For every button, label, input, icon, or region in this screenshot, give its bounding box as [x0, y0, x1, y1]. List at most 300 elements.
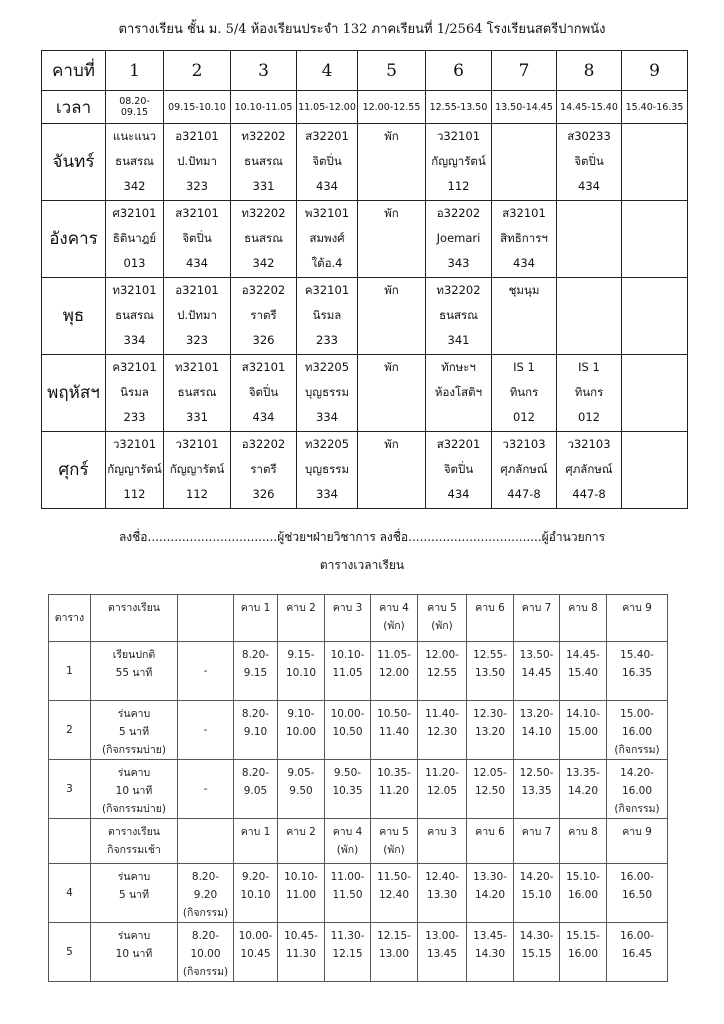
period-header-row — [42, 51, 688, 91]
cell-line: บุญธรรม — [304, 385, 350, 399]
slot-time: 12.00- 12.55 — [418, 642, 467, 701]
cell-line — [426, 405, 491, 430]
period-number: 9 — [622, 51, 688, 91]
period-time: 08.20-09.15 — [106, 91, 164, 124]
period-number: 6 — [426, 51, 492, 91]
cell-line — [622, 278, 687, 303]
cell-line: แนะแนว — [112, 129, 157, 143]
cell-line: ค32101 — [112, 360, 157, 374]
time-table-row — [49, 642, 668, 701]
day-name: พฤหัสฯ — [42, 355, 106, 432]
slot-time: 10.00- 10.45 — [234, 923, 278, 982]
row-index: 2 — [49, 701, 91, 760]
header-cell: คาบ 7 — [514, 819, 560, 864]
cell-line — [622, 457, 687, 482]
cell-line: ส32101 — [241, 360, 286, 374]
time-label: เวลา — [42, 91, 106, 124]
cell-line — [492, 303, 556, 328]
schedule-cell — [358, 124, 426, 201]
slot-time: 10.00- 10.50 — [325, 701, 371, 760]
row-index: 4 — [49, 864, 91, 923]
cell-line: 323 — [186, 333, 208, 347]
cell-line: กัญญารัตน์ — [431, 154, 486, 168]
period-number: 2 — [164, 51, 231, 91]
cell-line: 331 — [186, 410, 208, 424]
schedule-cell — [231, 201, 297, 278]
schedule-cell — [622, 355, 688, 432]
slot-time: 13.30- 14.20 — [467, 864, 514, 923]
day-row — [42, 432, 688, 509]
schedule-cell — [358, 278, 426, 355]
header-cell: คาบ 3 — [418, 819, 467, 864]
cell-line: ธนสรณ — [177, 385, 217, 399]
slot-time: 8.20- 9.05 — [234, 760, 278, 819]
cell-line: IS 1 — [513, 360, 535, 374]
schedule-cell — [231, 124, 297, 201]
cell-line: สิทธิการฯ — [500, 231, 548, 245]
header-cell: คาบ 8 — [560, 595, 607, 642]
slot-time: 16.00- 16.45 — [607, 923, 668, 982]
cell-line — [622, 405, 687, 430]
cell-line: สมพงศ์ — [309, 231, 345, 245]
cell-line: จิตปิ่น — [248, 385, 279, 399]
cell-line: 112 — [123, 487, 146, 501]
slot-time: 11.00- 11.50 — [325, 864, 371, 923]
slot-time: 10.50- 11.40 — [371, 701, 418, 760]
cell-line: อ32101 — [175, 129, 219, 143]
day-row — [42, 124, 688, 201]
cell-line: ท32202 — [241, 129, 286, 143]
cell-line: ราตรี — [250, 308, 277, 322]
cell-line: ส32101 — [502, 206, 546, 220]
schedule-cell — [164, 278, 231, 355]
cell-line: จิตปิ่น — [443, 462, 474, 476]
cell-line: พัก — [384, 437, 399, 451]
cell-line — [557, 328, 621, 353]
cell-line: ว32101 — [112, 437, 157, 451]
schedule-cell — [557, 432, 622, 509]
header-cell: คาบ 6 — [467, 595, 514, 642]
period-time: 11.05-12.00 — [297, 91, 358, 124]
cell-line: ค32101 — [304, 283, 350, 297]
cell-line: 233 — [123, 410, 146, 424]
slot-time: 13.35- 14.20 — [560, 760, 607, 819]
schedule-cell — [164, 355, 231, 432]
cell-line: 334 — [316, 487, 338, 501]
period-number: 8 — [557, 51, 622, 91]
page-title: ตารางเรียน ชั้น ม. 5/4 ห้องเรียนประจำ 132 ภาคเรียนที่ 1/2564 โรงเรียนสตรีปากพนัง — [118, 22, 606, 37]
cell-line: ธนสรณ — [244, 154, 283, 168]
cell-line: นิรมล — [312, 308, 342, 322]
period-time: 15.40-16.35 — [622, 91, 688, 124]
header-cell: ตารางเรียน — [91, 595, 178, 642]
row-extra: - — [178, 760, 234, 819]
cell-line — [557, 251, 621, 276]
cell-line: ราตรี — [250, 462, 277, 476]
period-number: 1 — [106, 51, 164, 91]
cell-line: ท32202 — [436, 283, 481, 297]
cell-line: 447-8 — [507, 487, 541, 501]
cell-line: จิตปิ่น — [574, 154, 604, 168]
cell-line — [358, 457, 425, 482]
day-name: ศุกร์ — [42, 432, 106, 509]
header-cell: คาบ 2 — [278, 595, 325, 642]
cell-line: พัก — [384, 360, 399, 374]
cell-line: 434 — [447, 487, 470, 501]
slot-time: 12.05- 12.50 — [467, 760, 514, 819]
cell-line: ท32101 — [112, 283, 157, 297]
slot-time: 14.20- 16.00 (กิจกรรม) — [607, 760, 668, 819]
cell-line: 434 — [252, 410, 275, 424]
header-cell: คาบ 2 — [278, 819, 325, 864]
cell-line — [358, 226, 425, 251]
cell-line: 323 — [186, 179, 208, 193]
time-table — [48, 594, 668, 982]
schedule-cell — [164, 201, 231, 278]
slot-time: 11.50- 12.40 — [371, 864, 418, 923]
slot-time: 11.30- 12.15 — [325, 923, 371, 982]
day-row — [42, 201, 688, 278]
schedule-cell — [426, 355, 492, 432]
header-cell: ตาราง — [49, 595, 91, 642]
cell-line: ว32103 — [502, 437, 546, 451]
slot-time: 13.00- 13.45 — [418, 923, 467, 982]
cell-line: ศุภลักษณ์ — [565, 462, 613, 476]
schedule-cell — [557, 278, 622, 355]
header-cell: คาบ 1 — [234, 595, 278, 642]
schedule-cell — [106, 432, 164, 509]
header-cell: คาบ 9 — [607, 595, 668, 642]
schedule-cell — [557, 124, 622, 201]
schedule-cell — [106, 201, 164, 278]
slot-time: 8.20- 9.10 — [234, 701, 278, 760]
schedule-cell — [164, 124, 231, 201]
row-extra: 8.20- 9.20 (กิจกรรม) — [178, 864, 234, 923]
schedule-cell — [297, 355, 358, 432]
cell-line: 434 — [578, 179, 600, 193]
cell-line — [492, 124, 556, 149]
cell-line: 341 — [447, 333, 470, 347]
slot-time: 10.35- 11.20 — [371, 760, 418, 819]
schedule-cell — [106, 355, 164, 432]
cell-line — [622, 355, 687, 380]
schedule-cell — [622, 124, 688, 201]
cell-line: จิตปิ่น — [182, 231, 212, 245]
time-table-title: ตารางเวลาเรียน — [319, 558, 405, 572]
slot-time: 11.05- 12.00 — [371, 642, 418, 701]
cell-line: 331 — [252, 179, 275, 193]
cell-line: พ32101 — [304, 206, 350, 220]
schedule-cell — [557, 201, 622, 278]
day-name: จันทร์ — [42, 124, 106, 201]
slot-time: 12.50- 13.35 — [514, 760, 560, 819]
slot-time: 9.20- 10.10 — [234, 864, 278, 923]
cell-line: 012 — [513, 410, 535, 424]
day-row — [42, 355, 688, 432]
schedule-cell — [358, 432, 426, 509]
cell-line: พัก — [384, 283, 399, 297]
row-extra: 8.20- 10.00 (กิจกรรม) — [178, 923, 234, 982]
header-cell: คาบ 9 — [607, 819, 668, 864]
cell-line: ธิตินาฎย์ — [112, 231, 157, 245]
slot-time: 15.10- 16.00 — [560, 864, 607, 923]
schedule-cell — [297, 201, 358, 278]
signature-line: ลงชื่อ..................................ผู้ช่วยฯฝ่ายวิชาการ ลงชื่อ...................................ผู้อำนวยการ — [118, 530, 606, 544]
slot-time: 14.20- 15.10 — [514, 864, 560, 923]
header-cell — [178, 819, 234, 864]
cell-line: ธนสรณ — [115, 308, 154, 322]
period-time: 09.15-10.10 — [164, 91, 231, 124]
cell-line: กัญญารัตน์ — [107, 462, 162, 476]
cell-line: ห้องโสติฯ — [434, 385, 483, 399]
time-table-row — [49, 760, 668, 819]
schedule-cell — [492, 355, 557, 432]
slot-time: 11.40- 12.30 — [418, 701, 467, 760]
time-table-row — [49, 864, 668, 923]
schedule-cell — [622, 432, 688, 509]
cell-line: 233 — [316, 333, 338, 347]
cell-line: ส30233 — [567, 129, 611, 143]
cell-line: 112 — [186, 487, 208, 501]
cell-line: ว32103 — [567, 437, 611, 451]
day-name: อังคาร — [42, 201, 106, 278]
schedule-cell — [358, 201, 426, 278]
slot-time: 13.50- 14.45 — [514, 642, 560, 701]
cell-line — [622, 328, 687, 353]
period-number: 5 — [358, 51, 426, 91]
cell-line — [622, 124, 687, 149]
cell-line: ส32201 — [436, 437, 481, 451]
cell-line — [358, 328, 425, 353]
cell-line: 434 — [513, 256, 535, 270]
cell-line: ทินกร — [574, 385, 604, 399]
cell-line — [358, 149, 425, 174]
row-name: ร่นคาบ 5 นาที (กิจกรรมบ่าย) — [91, 701, 178, 760]
cell-line: 334 — [123, 333, 146, 347]
slot-time: 15.00- 16.00 (กิจกรรม) — [607, 701, 668, 760]
slot-time: 9.50- 10.35 — [325, 760, 371, 819]
cell-line — [622, 174, 687, 199]
slot-time: 14.45- 15.40 — [560, 642, 607, 701]
slot-time: 10.45- 11.30 — [278, 923, 325, 982]
cell-line: 326 — [252, 333, 275, 347]
cell-line: 012 — [578, 410, 600, 424]
cell-line: ทินกร — [509, 385, 539, 399]
class-schedule-table — [41, 50, 688, 509]
slot-time: 14.10- 15.00 — [560, 701, 607, 760]
schedule-cell — [358, 355, 426, 432]
schedule-cell — [231, 432, 297, 509]
header-cell: คาบ 1 — [234, 819, 278, 864]
cell-line — [622, 226, 687, 251]
slot-time: 12.15- 13.00 — [371, 923, 418, 982]
cell-line: Joemari — [436, 231, 481, 245]
time-table-row — [49, 923, 668, 982]
header-cell: ตารางเรียน กิจกรรมเช้า — [91, 819, 178, 864]
header-cell — [49, 819, 91, 864]
schedule-cell — [297, 432, 358, 509]
slot-time: 9.15- 10.10 — [278, 642, 325, 701]
cell-line: ท32205 — [304, 437, 350, 451]
cell-line — [492, 174, 556, 199]
schedule-cell — [426, 124, 492, 201]
cell-line: ทักษะฯ — [441, 360, 476, 374]
cell-line: 447-8 — [572, 487, 606, 501]
header-cell: คาบ 8 — [560, 819, 607, 864]
cell-line: 326 — [252, 487, 275, 501]
cell-line — [557, 278, 621, 303]
cell-line: 112 — [447, 179, 470, 193]
row-name: เรียนปกติ 55 นาที — [91, 642, 178, 701]
row-index: 3 — [49, 760, 91, 819]
schedule-cell — [297, 124, 358, 201]
slot-time: 9.05- 9.50 — [278, 760, 325, 819]
schedule-cell — [106, 124, 164, 201]
cell-line: ธนสรณ — [115, 154, 154, 168]
cell-line — [622, 380, 687, 405]
cell-line — [358, 303, 425, 328]
cell-line — [358, 482, 425, 507]
schedule-cell — [426, 278, 492, 355]
time-table-header — [49, 595, 668, 642]
schedule-cell — [426, 201, 492, 278]
slot-time: 12.30- 13.20 — [467, 701, 514, 760]
cell-line: ท32202 — [241, 206, 286, 220]
cell-line: อ32202 — [241, 437, 286, 451]
cell-line: IS 1 — [578, 360, 600, 374]
cell-line: ชุมนุม — [508, 283, 540, 297]
header-cell: คาบ 3 — [325, 595, 371, 642]
header-cell: คาบ 5 (พัก) — [371, 819, 418, 864]
schedule-cell — [622, 278, 688, 355]
cell-line: กัญญารัตน์ — [169, 462, 225, 476]
cell-line: ศ32101 — [112, 206, 157, 220]
schedule-cell — [297, 278, 358, 355]
cell-line: ว32101 — [436, 129, 481, 143]
period-time: 13.50-14.45 — [492, 91, 557, 124]
slot-time: 10.10- 11.00 — [278, 864, 325, 923]
slot-time: 12.55- 13.50 — [467, 642, 514, 701]
cell-line: 434 — [316, 179, 338, 193]
cell-line: ป.ปัทมา — [177, 308, 217, 322]
row-extra: - — [178, 642, 234, 701]
cell-line: ป.ปัทมา — [177, 154, 217, 168]
cell-line — [492, 328, 556, 353]
cell-line — [622, 432, 687, 457]
cell-line: ธนสรณ — [439, 308, 478, 322]
cell-line: 334 — [316, 410, 338, 424]
cell-line — [622, 303, 687, 328]
slot-time: 14.30- 15.15 — [514, 923, 560, 982]
cell-line: ท32101 — [174, 360, 220, 374]
cell-line: อ32202 — [241, 283, 286, 297]
row-index: 5 — [49, 923, 91, 982]
cell-line: ใต้อ.4 — [311, 256, 343, 270]
period-number: 3 — [231, 51, 297, 91]
cell-line: 343 — [447, 256, 470, 270]
period-time: 14.45-15.40 — [557, 91, 622, 124]
schedule-cell — [106, 278, 164, 355]
cell-line — [358, 174, 425, 199]
schedule-cell — [557, 355, 622, 432]
header-cell: คาบ 7 — [514, 595, 560, 642]
cell-line: ว32101 — [175, 437, 219, 451]
row-name: ร่นคาบ 5 นาที — [91, 864, 178, 923]
cell-line: ส32201 — [305, 129, 349, 143]
slot-time: 12.40- 13.30 — [418, 864, 467, 923]
cell-line: บุญธรรม — [304, 462, 350, 476]
cell-line: ส32101 — [175, 206, 219, 220]
cell-line: พัก — [384, 129, 399, 143]
cell-line — [622, 201, 687, 226]
cell-line: พัก — [384, 206, 399, 220]
slot-time: 10.10- 11.05 — [325, 642, 371, 701]
cell-line — [358, 405, 425, 430]
header-cell: คาบ 4 (พัก) — [371, 595, 418, 642]
slot-time: 11.20- 12.05 — [418, 760, 467, 819]
time-row — [42, 91, 688, 124]
schedule-cell — [492, 124, 557, 201]
row-name: ร่นคาบ 10 นาที (กิจกรรมบ่าย) — [91, 760, 178, 819]
slot-time: 8.20- 9.15 — [234, 642, 278, 701]
cell-line — [557, 201, 621, 226]
cell-line — [622, 251, 687, 276]
schedule-cell — [622, 201, 688, 278]
slot-time: 15.40- 16.35 — [607, 642, 668, 701]
cell-line — [557, 303, 621, 328]
period-number: 4 — [297, 51, 358, 91]
period-time: 12.00-12.55 — [358, 91, 426, 124]
schedule-cell — [492, 201, 557, 278]
period-time: 12.55-13.50 — [426, 91, 492, 124]
schedule-cell — [231, 355, 297, 432]
schedule-cell — [231, 278, 297, 355]
header-cell: คาบ 4 (พัก) — [325, 819, 371, 864]
cell-line: 434 — [186, 256, 208, 270]
row-index: 1 — [49, 642, 91, 701]
cell-line: 342 — [123, 179, 146, 193]
time-table-header — [49, 819, 668, 864]
row-name: ร่นคาบ 10 นาที — [91, 923, 178, 982]
slot-time: 13.45- 14.30 — [467, 923, 514, 982]
cell-line: ธนสรณ — [244, 231, 283, 245]
cell-line: ศุภลักษณ์ — [500, 462, 548, 476]
cell-line: นิรมล — [120, 385, 149, 399]
slot-time: 9.10- 10.00 — [278, 701, 325, 760]
time-table-row — [49, 701, 668, 760]
slot-time: 15.15- 16.00 — [560, 923, 607, 982]
cell-line: 342 — [252, 256, 275, 270]
cell-line: อ32202 — [436, 206, 481, 220]
schedule-cell — [164, 432, 231, 509]
cell-line — [622, 149, 687, 174]
header-cell — [178, 595, 234, 642]
cell-line — [358, 251, 425, 276]
slot-time: 16.00- 16.50 — [607, 864, 668, 923]
schedule-cell — [492, 432, 557, 509]
schedule-cell — [492, 278, 557, 355]
cell-line: ท32205 — [304, 360, 350, 374]
row-extra: - — [178, 701, 234, 760]
cell-line — [622, 482, 687, 507]
header-cell: คาบ 5 (พัก) — [418, 595, 467, 642]
slot-time: 13.20- 14.10 — [514, 701, 560, 760]
cell-line — [358, 380, 425, 405]
cell-line: จิตปิ่น — [312, 154, 342, 168]
cell-line — [557, 226, 621, 251]
period-label: คาบที่ — [42, 51, 106, 91]
period-number: 7 — [492, 51, 557, 91]
